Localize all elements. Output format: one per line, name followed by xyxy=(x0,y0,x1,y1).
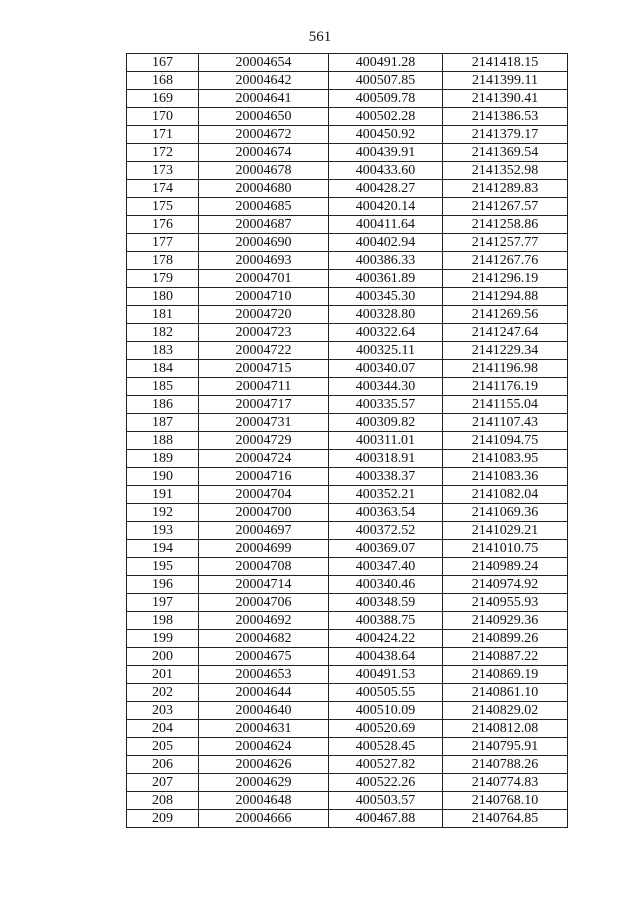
y-coordinate-cell: 2140768.10 xyxy=(443,792,568,810)
x-coordinate-cell: 400338.37 xyxy=(329,468,443,486)
point-id-cell: 20004717 xyxy=(199,396,329,414)
table-row xyxy=(127,252,568,270)
point-id-cell: 20004626 xyxy=(199,756,329,774)
x-coordinate-cell: 400503.57 xyxy=(329,792,443,810)
y-coordinate-cell: 2140764.85 xyxy=(443,810,568,828)
y-coordinate-cell: 2141083.36 xyxy=(443,468,568,486)
table-row xyxy=(127,306,568,324)
table-row xyxy=(127,378,568,396)
y-coordinate-cell: 2141247.64 xyxy=(443,324,568,342)
x-coordinate-cell: 400345.30 xyxy=(329,288,443,306)
y-coordinate-cell: 2140955.93 xyxy=(443,594,568,612)
y-coordinate-cell: 2141399.11 xyxy=(443,72,568,90)
x-coordinate-cell: 400467.88 xyxy=(329,810,443,828)
y-coordinate-cell: 2140974.92 xyxy=(443,576,568,594)
point-id-cell: 20004654 xyxy=(199,54,329,72)
y-coordinate-cell: 2141296.19 xyxy=(443,270,568,288)
point-id-cell: 20004731 xyxy=(199,414,329,432)
table-row xyxy=(127,270,568,288)
x-coordinate-cell: 400424.22 xyxy=(329,630,443,648)
table-row xyxy=(127,216,568,234)
point-id-cell: 20004708 xyxy=(199,558,329,576)
y-coordinate-cell: 2140788.26 xyxy=(443,756,568,774)
x-coordinate-cell: 400388.75 xyxy=(329,612,443,630)
table-row xyxy=(127,198,568,216)
page-number: 561 xyxy=(308,29,332,45)
y-coordinate-cell: 2141229.34 xyxy=(443,342,568,360)
table-row xyxy=(127,810,568,828)
point-id-cell: 20004722 xyxy=(199,342,329,360)
table-row xyxy=(127,432,568,450)
point-id-cell: 20004687 xyxy=(199,216,329,234)
point-number-cell: 188 xyxy=(127,432,199,450)
table-row xyxy=(127,288,568,306)
y-coordinate-cell: 2140829.02 xyxy=(443,702,568,720)
y-coordinate-cell: 2140812.08 xyxy=(443,720,568,738)
point-id-cell: 20004624 xyxy=(199,738,329,756)
table-row xyxy=(127,576,568,594)
x-coordinate-cell: 400369.07 xyxy=(329,540,443,558)
x-coordinate-cell: 400433.60 xyxy=(329,162,443,180)
table-row xyxy=(127,234,568,252)
x-coordinate-cell: 400340.07 xyxy=(329,360,443,378)
point-id-cell: 20004680 xyxy=(199,180,329,198)
table-row xyxy=(127,756,568,774)
point-id-cell: 20004648 xyxy=(199,792,329,810)
x-coordinate-cell: 400491.28 xyxy=(329,54,443,72)
point-id-cell: 20004674 xyxy=(199,144,329,162)
x-coordinate-cell: 400522.26 xyxy=(329,774,443,792)
point-number-cell: 177 xyxy=(127,234,199,252)
point-id-cell: 20004700 xyxy=(199,504,329,522)
point-id-cell: 20004678 xyxy=(199,162,329,180)
table-row xyxy=(127,324,568,342)
point-number-cell: 169 xyxy=(127,90,199,108)
point-number-cell: 191 xyxy=(127,486,199,504)
table-row xyxy=(127,342,568,360)
y-coordinate-cell: 2141010.75 xyxy=(443,540,568,558)
y-coordinate-cell: 2140861.10 xyxy=(443,684,568,702)
table-row xyxy=(127,90,568,108)
point-number-cell: 181 xyxy=(127,306,199,324)
point-id-cell: 20004724 xyxy=(199,450,329,468)
point-id-cell: 20004723 xyxy=(199,324,329,342)
y-coordinate-cell: 2141094.75 xyxy=(443,432,568,450)
point-number-cell: 205 xyxy=(127,738,199,756)
x-coordinate-cell: 400344.30 xyxy=(329,378,443,396)
point-number-cell: 186 xyxy=(127,396,199,414)
point-id-cell: 20004690 xyxy=(199,234,329,252)
point-id-cell: 20004716 xyxy=(199,468,329,486)
point-id-cell: 20004706 xyxy=(199,594,329,612)
point-number-cell: 185 xyxy=(127,378,199,396)
x-coordinate-cell: 400347.40 xyxy=(329,558,443,576)
point-number-cell: 209 xyxy=(127,810,199,828)
table-row xyxy=(127,162,568,180)
point-number-cell: 208 xyxy=(127,792,199,810)
point-number-cell: 176 xyxy=(127,216,199,234)
x-coordinate-cell: 400438.64 xyxy=(329,648,443,666)
table-row xyxy=(127,72,568,90)
point-number-cell: 167 xyxy=(127,54,199,72)
table-row xyxy=(127,54,568,72)
point-number-cell: 201 xyxy=(127,666,199,684)
y-coordinate-cell: 2141029.21 xyxy=(443,522,568,540)
table-row xyxy=(127,774,568,792)
table-row xyxy=(127,504,568,522)
x-coordinate-cell: 400348.59 xyxy=(329,594,443,612)
table-row xyxy=(127,684,568,702)
point-id-cell: 20004650 xyxy=(199,108,329,126)
y-coordinate-cell: 2141267.57 xyxy=(443,198,568,216)
x-coordinate-cell: 400402.94 xyxy=(329,234,443,252)
x-coordinate-cell: 400520.69 xyxy=(329,720,443,738)
x-coordinate-cell: 400363.54 xyxy=(329,504,443,522)
point-number-cell: 195 xyxy=(127,558,199,576)
point-number-cell: 194 xyxy=(127,540,199,558)
point-number-cell: 204 xyxy=(127,720,199,738)
x-coordinate-cell: 400505.55 xyxy=(329,684,443,702)
point-number-cell: 198 xyxy=(127,612,199,630)
y-coordinate-cell: 2141369.54 xyxy=(443,144,568,162)
point-id-cell: 20004631 xyxy=(199,720,329,738)
y-coordinate-cell: 2140899.26 xyxy=(443,630,568,648)
y-coordinate-cell: 2140869.19 xyxy=(443,666,568,684)
point-id-cell: 20004640 xyxy=(199,702,329,720)
table-row xyxy=(127,450,568,468)
table-row xyxy=(127,666,568,684)
point-number-cell: 196 xyxy=(127,576,199,594)
table-row xyxy=(127,360,568,378)
point-id-cell: 20004672 xyxy=(199,126,329,144)
x-coordinate-cell: 400528.45 xyxy=(329,738,443,756)
point-id-cell: 20004642 xyxy=(199,72,329,90)
point-number-cell: 207 xyxy=(127,774,199,792)
x-coordinate-cell: 400411.64 xyxy=(329,216,443,234)
table-row xyxy=(127,414,568,432)
point-number-cell: 168 xyxy=(127,72,199,90)
point-id-cell: 20004720 xyxy=(199,306,329,324)
point-number-cell: 190 xyxy=(127,468,199,486)
point-id-cell: 20004666 xyxy=(199,810,329,828)
point-number-cell: 175 xyxy=(127,198,199,216)
point-number-cell: 189 xyxy=(127,450,199,468)
point-number-cell: 183 xyxy=(127,342,199,360)
y-coordinate-cell: 2141352.98 xyxy=(443,162,568,180)
point-number-cell: 193 xyxy=(127,522,199,540)
point-id-cell: 20004692 xyxy=(199,612,329,630)
x-coordinate-cell: 400428.27 xyxy=(329,180,443,198)
y-coordinate-cell: 2141269.56 xyxy=(443,306,568,324)
x-coordinate-cell: 400491.53 xyxy=(329,666,443,684)
table-row xyxy=(127,126,568,144)
point-id-cell: 20004653 xyxy=(199,666,329,684)
table-row xyxy=(127,468,568,486)
point-number-cell: 172 xyxy=(127,144,199,162)
x-coordinate-cell: 400322.64 xyxy=(329,324,443,342)
point-id-cell: 20004685 xyxy=(199,198,329,216)
y-coordinate-cell: 2141069.36 xyxy=(443,504,568,522)
point-id-cell: 20004641 xyxy=(199,90,329,108)
point-number-cell: 174 xyxy=(127,180,199,198)
point-number-cell: 200 xyxy=(127,648,199,666)
point-id-cell: 20004693 xyxy=(199,252,329,270)
y-coordinate-cell: 2140989.24 xyxy=(443,558,568,576)
point-id-cell: 20004715 xyxy=(199,360,329,378)
x-coordinate-cell: 400311.01 xyxy=(329,432,443,450)
table-row xyxy=(127,180,568,198)
y-coordinate-cell: 2140795.91 xyxy=(443,738,568,756)
table-row xyxy=(127,702,568,720)
y-coordinate-cell: 2140887.22 xyxy=(443,648,568,666)
x-coordinate-cell: 400386.33 xyxy=(329,252,443,270)
x-coordinate-cell: 400507.85 xyxy=(329,72,443,90)
point-id-cell: 20004682 xyxy=(199,630,329,648)
y-coordinate-cell: 2141386.53 xyxy=(443,108,568,126)
y-coordinate-cell: 2140929.36 xyxy=(443,612,568,630)
point-id-cell: 20004644 xyxy=(199,684,329,702)
point-number-cell: 180 xyxy=(127,288,199,306)
point-number-cell: 178 xyxy=(127,252,199,270)
y-coordinate-cell: 2141258.86 xyxy=(443,216,568,234)
y-coordinate-cell: 2141196.98 xyxy=(443,360,568,378)
x-coordinate-cell: 400527.82 xyxy=(329,756,443,774)
point-id-cell: 20004629 xyxy=(199,774,329,792)
y-coordinate-cell: 2141155.04 xyxy=(443,396,568,414)
y-coordinate-cell: 2141083.95 xyxy=(443,450,568,468)
table-row xyxy=(127,108,568,126)
table-row xyxy=(127,720,568,738)
x-coordinate-cell: 400361.89 xyxy=(329,270,443,288)
x-coordinate-cell: 400509.78 xyxy=(329,90,443,108)
point-id-cell: 20004675 xyxy=(199,648,329,666)
x-coordinate-cell: 400340.46 xyxy=(329,576,443,594)
x-coordinate-cell: 400502.28 xyxy=(329,108,443,126)
point-number-cell: 187 xyxy=(127,414,199,432)
point-number-cell: 202 xyxy=(127,684,199,702)
y-coordinate-cell: 2141176.19 xyxy=(443,378,568,396)
y-coordinate-cell: 2141289.83 xyxy=(443,180,568,198)
point-id-cell: 20004697 xyxy=(199,522,329,540)
table-row xyxy=(127,612,568,630)
table-row xyxy=(127,486,568,504)
coordinates-table-body xyxy=(127,54,568,828)
table-row xyxy=(127,558,568,576)
y-coordinate-cell: 2141390.41 xyxy=(443,90,568,108)
point-number-cell: 184 xyxy=(127,360,199,378)
y-coordinate-cell: 2141418.15 xyxy=(443,54,568,72)
point-number-cell: 179 xyxy=(127,270,199,288)
x-coordinate-cell: 400318.91 xyxy=(329,450,443,468)
y-coordinate-cell: 2141379.17 xyxy=(443,126,568,144)
coordinates-table xyxy=(126,53,568,828)
y-coordinate-cell: 2141107.43 xyxy=(443,414,568,432)
y-coordinate-cell: 2141082.04 xyxy=(443,486,568,504)
y-coordinate-cell: 2141267.76 xyxy=(443,252,568,270)
point-number-cell: 197 xyxy=(127,594,199,612)
point-number-cell: 192 xyxy=(127,504,199,522)
point-number-cell: 171 xyxy=(127,126,199,144)
point-id-cell: 20004729 xyxy=(199,432,329,450)
point-id-cell: 20004701 xyxy=(199,270,329,288)
y-coordinate-cell: 2141257.77 xyxy=(443,234,568,252)
x-coordinate-cell: 400328.80 xyxy=(329,306,443,324)
table-row xyxy=(127,792,568,810)
x-coordinate-cell: 400450.92 xyxy=(329,126,443,144)
x-coordinate-cell: 400420.14 xyxy=(329,198,443,216)
y-coordinate-cell: 2140774.83 xyxy=(443,774,568,792)
point-number-cell: 203 xyxy=(127,702,199,720)
point-number-cell: 199 xyxy=(127,630,199,648)
x-coordinate-cell: 400325.11 xyxy=(329,342,443,360)
point-id-cell: 20004699 xyxy=(199,540,329,558)
point-number-cell: 206 xyxy=(127,756,199,774)
x-coordinate-cell: 400510.09 xyxy=(329,702,443,720)
table-row xyxy=(127,522,568,540)
x-coordinate-cell: 400335.57 xyxy=(329,396,443,414)
table-row xyxy=(127,396,568,414)
point-number-cell: 182 xyxy=(127,324,199,342)
x-coordinate-cell: 400372.52 xyxy=(329,522,443,540)
x-coordinate-cell: 400439.91 xyxy=(329,144,443,162)
point-id-cell: 20004710 xyxy=(199,288,329,306)
point-id-cell: 20004711 xyxy=(199,378,329,396)
point-id-cell: 20004704 xyxy=(199,486,329,504)
table-row xyxy=(127,738,568,756)
table-row xyxy=(127,648,568,666)
point-number-cell: 170 xyxy=(127,108,199,126)
x-coordinate-cell: 400309.82 xyxy=(329,414,443,432)
x-coordinate-cell: 400352.21 xyxy=(329,486,443,504)
point-id-cell: 20004714 xyxy=(199,576,329,594)
table-row xyxy=(127,630,568,648)
table-row xyxy=(127,144,568,162)
y-coordinate-cell: 2141294.88 xyxy=(443,288,568,306)
point-number-cell: 173 xyxy=(127,162,199,180)
table-row xyxy=(127,540,568,558)
table-row xyxy=(127,594,568,612)
